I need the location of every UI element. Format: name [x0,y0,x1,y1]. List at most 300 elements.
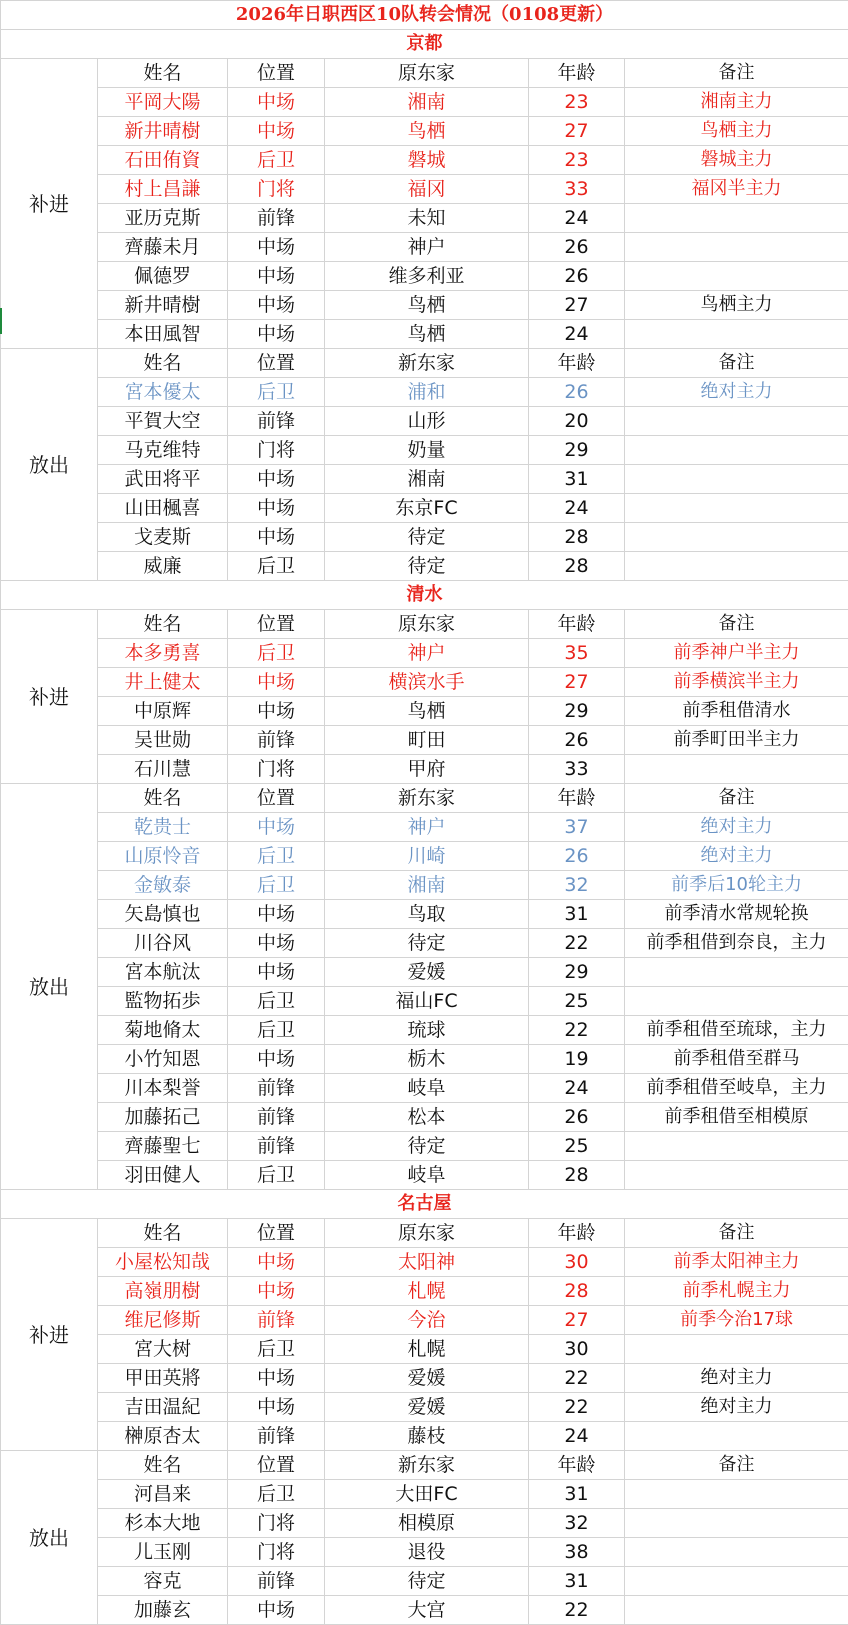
table-row [1,1422,848,1451]
table-row [1,1306,848,1335]
age-cell[interactable]: 29 [529,436,625,465]
note-cell[interactable]: 鸟栖主力 [625,117,848,146]
note-cell[interactable]: 绝对主力 [625,1393,848,1422]
note-cell[interactable]: 鸟栖主力 [625,291,848,320]
note-header[interactable]: 备注 [625,784,848,813]
age-cell[interactable]: 37 [529,813,625,842]
player-name-cell[interactable]: 小竹知恩 [98,1045,228,1074]
player-name-cell[interactable]: 宮大树 [98,1335,228,1364]
position-cell[interactable]: 中场 [228,291,325,320]
table-row [1,494,848,523]
position-cell[interactable]: 后卫 [228,1480,325,1509]
note-cell[interactable]: 前季太阳神主力 [625,1248,848,1277]
note-cell[interactable]: 绝对主力 [625,378,848,407]
note-cell[interactable] [625,233,848,262]
club-cell[interactable]: 松本 [325,1103,529,1132]
note-header[interactable]: 备注 [625,1451,848,1480]
note-header[interactable]: 备注 [625,349,848,378]
player-name-cell[interactable]: 武田将平 [98,465,228,494]
position-cell[interactable]: 中场 [228,262,325,291]
table-row [1,1567,848,1596]
player-name-cell[interactable]: 本多勇喜 [98,639,228,668]
club-cell[interactable]: 太阳神 [325,1248,529,1277]
team-header-row [1,30,848,59]
club-cell[interactable]: 岐阜 [325,1161,529,1190]
club-cell[interactable]: 爱媛 [325,1364,529,1393]
column-header-row [1,1451,848,1480]
position-cell[interactable]: 后卫 [228,552,325,581]
table-row [1,1045,848,1074]
section-label[interactable]: 放出 [1,784,98,1190]
note-cell[interactable] [625,407,848,436]
age-cell[interactable]: 24 [529,320,625,349]
age-cell[interactable]: 33 [529,755,625,784]
note-cell[interactable]: 前季租借至群马 [625,1045,848,1074]
position-cell[interactable]: 中场 [228,320,325,349]
club-cell[interactable]: 待定 [325,552,529,581]
club-cell[interactable]: 相模原 [325,1509,529,1538]
club-cell[interactable]: 鸟栖 [325,697,529,726]
age-cell[interactable]: 33 [529,175,625,204]
player-name-cell[interactable]: 金敏泰 [98,871,228,900]
player-name-cell[interactable]: 平岡大陽 [98,88,228,117]
age-cell[interactable]: 27 [529,117,625,146]
player-name-cell[interactable]: 川本梨誉 [98,1074,228,1103]
position-cell[interactable]: 后卫 [228,1335,325,1364]
age-cell[interactable]: 32 [529,1509,625,1538]
note-cell[interactable] [625,1422,848,1451]
team-name[interactable]: 京都 [1,30,848,59]
team-name[interactable]: 名古屋 [1,1190,848,1219]
note-cell[interactable] [625,465,848,494]
note-cell[interactable]: 磐城主力 [625,146,848,175]
club-header[interactable]: 新东家 [325,349,529,378]
club-cell[interactable]: 待定 [325,523,529,552]
column-header-row [1,1219,848,1248]
note-cell[interactable]: 前季租借至相模原 [625,1103,848,1132]
note-cell[interactable]: 前季札幌主力 [625,1277,848,1306]
player-name-cell[interactable]: 威廉 [98,552,228,581]
table-row [1,668,848,697]
section-label[interactable]: 放出 [1,349,98,581]
age-cell[interactable]: 31 [529,1480,625,1509]
player-name-cell[interactable]: 石川慧 [98,755,228,784]
age-cell[interactable]: 22 [529,1016,625,1045]
club-cell[interactable]: 未知 [325,204,529,233]
player-name-cell[interactable]: 高嶺朋樹 [98,1277,228,1306]
note-header[interactable]: 备注 [625,1219,848,1248]
club-cell[interactable]: 札幌 [325,1335,529,1364]
section-label[interactable]: 放出 [1,1451,98,1625]
age-cell[interactable]: 31 [529,465,625,494]
note-cell[interactable]: 绝对主力 [625,813,848,842]
age-cell[interactable]: 24 [529,1074,625,1103]
player-name-cell[interactable]: 山田楓喜 [98,494,228,523]
position-cell[interactable]: 后卫 [228,378,325,407]
table-row [1,1016,848,1045]
note-cell[interactable] [625,1567,848,1596]
position-cell[interactable]: 中场 [228,1364,325,1393]
age-cell[interactable]: 24 [529,494,625,523]
position-cell[interactable]: 中场 [228,1393,325,1422]
player-name-cell[interactable]: 新井晴樹 [98,117,228,146]
name-header[interactable]: 姓名 [98,1451,228,1480]
table-row [1,117,848,146]
position-cell[interactable]: 前锋 [228,1103,325,1132]
club-cell[interactable]: 神户 [325,813,529,842]
position-cell[interactable]: 中场 [228,697,325,726]
club-header[interactable]: 新东家 [325,1451,529,1480]
table-row [1,146,848,175]
age-cell[interactable]: 29 [529,958,625,987]
position-header[interactable]: 位置 [228,610,325,639]
club-cell[interactable]: 鸟取 [325,900,529,929]
club-cell[interactable]: 神户 [325,639,529,668]
table-row [1,958,848,987]
player-name-cell[interactable]: 榊原杏太 [98,1422,228,1451]
note-cell[interactable] [625,1335,848,1364]
player-name-cell[interactable]: 容克 [98,1567,228,1596]
player-name-cell[interactable]: 佩德罗 [98,262,228,291]
table-row [1,1596,848,1625]
position-cell[interactable]: 中场 [228,813,325,842]
age-cell[interactable]: 23 [529,146,625,175]
position-cell[interactable]: 中场 [228,1248,325,1277]
player-name-cell[interactable]: 亚历克斯 [98,204,228,233]
club-cell[interactable]: 湘南 [325,465,529,494]
age-cell[interactable]: 22 [529,1393,625,1422]
player-name-cell[interactable]: 矢島慎也 [98,900,228,929]
position-cell[interactable]: 后卫 [228,1016,325,1045]
club-header[interactable]: 原东家 [325,59,529,88]
player-name-cell[interactable]: 石田侑資 [98,146,228,175]
age-header[interactable]: 年龄 [529,59,625,88]
table-row [1,900,848,929]
section-label[interactable]: 补进 [1,1219,98,1451]
age-cell[interactable]: 30 [529,1335,625,1364]
note-cell[interactable]: 前季租借至琉球，主力 [625,1016,848,1045]
club-cell[interactable]: 福山FC [325,987,529,1016]
club-cell[interactable]: 今治 [325,1306,529,1335]
note-cell[interactable] [625,987,848,1016]
club-cell[interactable]: 浦和 [325,378,529,407]
note-cell[interactable]: 前季今治17球 [625,1306,848,1335]
club-cell[interactable]: 维多利亚 [325,262,529,291]
position-cell[interactable]: 后卫 [228,1161,325,1190]
position-cell[interactable]: 中场 [228,117,325,146]
player-name-cell[interactable]: 齊藤聖七 [98,1132,228,1161]
table-row [1,1103,848,1132]
table-row [1,233,848,262]
position-cell[interactable]: 后卫 [228,871,325,900]
club-cell[interactable]: 神户 [325,233,529,262]
position-cell[interactable]: 门将 [228,755,325,784]
position-header[interactable]: 位置 [228,1451,325,1480]
position-cell[interactable]: 中场 [228,1277,325,1306]
player-name-cell[interactable]: 宮本優太 [98,378,228,407]
position-cell[interactable]: 前锋 [228,1306,325,1335]
table-row [1,755,848,784]
position-cell[interactable]: 门将 [228,1509,325,1538]
club-cell[interactable]: 鸟栖 [325,291,529,320]
age-cell[interactable]: 24 [529,204,625,233]
table-row [1,1132,848,1161]
note-cell[interactable] [625,523,848,552]
player-name-cell[interactable]: 乾贵士 [98,813,228,842]
player-name-cell[interactable]: 菊地脩太 [98,1016,228,1045]
club-cell[interactable]: 鸟栖 [325,117,529,146]
player-name-cell[interactable]: 宮本航汰 [98,958,228,987]
club-header[interactable]: 新东家 [325,784,529,813]
age-cell[interactable]: 22 [529,1596,625,1625]
position-cell[interactable]: 中场 [228,929,325,958]
note-cell[interactable] [625,1509,848,1538]
club-header[interactable]: 原东家 [325,1219,529,1248]
player-name-cell[interactable]: 平賀大空 [98,407,228,436]
position-cell[interactable]: 中场 [228,523,325,552]
club-cell[interactable]: 札幌 [325,1277,529,1306]
position-cell[interactable]: 中场 [228,494,325,523]
team-header-row [1,581,848,610]
club-cell[interactable]: 磐城 [325,146,529,175]
note-cell[interactable]: 前季租借到奈良，主力 [625,929,848,958]
table-row [1,1538,848,1567]
note-cell[interactable] [625,436,848,465]
position-cell[interactable]: 门将 [228,1538,325,1567]
position-header[interactable]: 位置 [228,1219,325,1248]
player-name-cell[interactable]: 齊藤未月 [98,233,228,262]
club-cell[interactable]: 栃木 [325,1045,529,1074]
player-name-cell[interactable]: 马克维特 [98,436,228,465]
note-cell[interactable] [625,204,848,233]
table-row [1,1509,848,1538]
club-cell[interactable]: 待定 [325,1567,529,1596]
note-cell[interactable]: 前季租借至岐阜，主力 [625,1074,848,1103]
column-header-row [1,59,848,88]
table-row [1,465,848,494]
player-name-cell[interactable]: 中原辉 [98,697,228,726]
note-cell[interactable] [625,320,848,349]
age-cell[interactable]: 27 [529,1306,625,1335]
position-cell[interactable]: 中场 [228,465,325,494]
table-row [1,88,848,117]
club-cell[interactable]: 湘南 [325,871,529,900]
age-cell[interactable]: 38 [529,1538,625,1567]
player-name-cell[interactable]: 戈麦斯 [98,523,228,552]
note-cell[interactable] [625,494,848,523]
note-cell[interactable]: 湘南主力 [625,88,848,117]
player-name-cell[interactable]: 吉田温紀 [98,1393,228,1422]
club-cell[interactable]: 爱媛 [325,1393,529,1422]
note-cell[interactable] [625,755,848,784]
position-cell[interactable]: 前锋 [228,204,325,233]
position-cell[interactable]: 前锋 [228,1422,325,1451]
position-cell[interactable]: 后卫 [228,842,325,871]
player-name-cell[interactable]: 本田風智 [98,320,228,349]
position-header[interactable]: 位置 [228,784,325,813]
note-header[interactable]: 备注 [625,610,848,639]
position-cell[interactable]: 后卫 [228,146,325,175]
club-cell[interactable]: 湘南 [325,88,529,117]
note-cell[interactable]: 绝对主力 [625,1364,848,1393]
position-cell[interactable]: 后卫 [228,987,325,1016]
club-cell[interactable]: 福冈 [325,175,529,204]
club-cell[interactable]: 琉球 [325,1016,529,1045]
player-name-cell[interactable]: 甲田英將 [98,1364,228,1393]
table-row [1,204,848,233]
player-name-cell[interactable]: 監物拓歩 [98,987,228,1016]
club-cell[interactable]: 岐阜 [325,1074,529,1103]
age-cell[interactable]: 20 [529,407,625,436]
name-header[interactable]: 姓名 [98,1219,228,1248]
position-cell[interactable]: 前锋 [228,407,325,436]
position-cell[interactable]: 中场 [228,1045,325,1074]
club-cell[interactable]: 退役 [325,1538,529,1567]
section-label[interactable]: 补进 [1,610,98,784]
name-header[interactable]: 姓名 [98,349,228,378]
note-cell[interactable] [625,1132,848,1161]
table-row [1,552,848,581]
position-cell[interactable]: 前锋 [228,726,325,755]
club-header[interactable]: 原东家 [325,610,529,639]
note-cell[interactable]: 前季租借清水 [625,697,848,726]
note-cell[interactable]: 前季町田半主力 [625,726,848,755]
note-cell[interactable] [625,958,848,987]
team-name[interactable]: 清水 [1,581,848,610]
player-name-cell[interactable]: 吴世勋 [98,726,228,755]
player-name-cell[interactable]: 川谷风 [98,929,228,958]
player-name-cell[interactable]: 维尼修斯 [98,1306,228,1335]
position-cell[interactable]: 中场 [228,1596,325,1625]
note-header[interactable]: 备注 [625,59,848,88]
club-cell[interactable]: 横滨水手 [325,668,529,697]
player-name-cell[interactable]: 小屋松知哉 [98,1248,228,1277]
age-header[interactable]: 年龄 [529,349,625,378]
note-cell[interactable] [625,1538,848,1567]
position-cell[interactable]: 中场 [228,233,325,262]
club-cell[interactable]: 奶量 [325,436,529,465]
age-cell[interactable]: 22 [529,929,625,958]
position-cell[interactable]: 后卫 [228,639,325,668]
club-cell[interactable]: 鸟栖 [325,320,529,349]
team-header-row [1,1190,848,1219]
age-cell[interactable]: 26 [529,842,625,871]
player-name-cell[interactable]: 羽田健人 [98,1161,228,1190]
club-cell[interactable]: 待定 [325,929,529,958]
position-cell[interactable]: 中场 [228,900,325,929]
age-cell[interactable]: 26 [529,726,625,755]
position-cell[interactable]: 门将 [228,175,325,204]
club-cell[interactable]: 大田FC [325,1480,529,1509]
name-header[interactable]: 姓名 [98,59,228,88]
club-cell[interactable]: 甲府 [325,755,529,784]
club-cell[interactable]: 藤枝 [325,1422,529,1451]
age-cell[interactable]: 19 [529,1045,625,1074]
club-cell[interactable]: 待定 [325,1132,529,1161]
position-cell[interactable]: 中场 [228,668,325,697]
age-cell[interactable]: 25 [529,1132,625,1161]
note-cell[interactable] [625,1161,848,1190]
name-header[interactable]: 姓名 [98,784,228,813]
player-name-cell[interactable]: 加藤玄 [98,1596,228,1625]
age-cell[interactable]: 35 [529,639,625,668]
age-cell[interactable]: 25 [529,987,625,1016]
club-cell[interactable]: 町田 [325,726,529,755]
player-name-cell[interactable]: 杉本大地 [98,1509,228,1538]
club-cell[interactable]: 大宫 [325,1596,529,1625]
name-header[interactable]: 姓名 [98,610,228,639]
position-cell[interactable]: 中场 [228,88,325,117]
note-cell[interactable] [625,1596,848,1625]
note-cell[interactable] [625,552,848,581]
age-header[interactable]: 年龄 [529,610,625,639]
age-header[interactable]: 年龄 [529,1219,625,1248]
note-cell[interactable]: 前季后10轮主力 [625,871,848,900]
note-cell[interactable]: 福冈半主力 [625,175,848,204]
age-cell[interactable]: 24 [529,1422,625,1451]
player-name-cell[interactable]: 加藤拓己 [98,1103,228,1132]
table-row [1,639,848,668]
note-cell[interactable] [625,1480,848,1509]
club-cell[interactable]: 东京FC [325,494,529,523]
age-cell[interactable]: 28 [529,523,625,552]
age-cell[interactable]: 30 [529,1248,625,1277]
position-cell[interactable]: 前锋 [228,1567,325,1596]
position-cell[interactable]: 中场 [228,958,325,987]
age-cell[interactable]: 22 [529,1364,625,1393]
club-cell[interactable]: 川崎 [325,842,529,871]
section-label[interactable]: 补进 [1,59,98,349]
cell-cursor-marker [0,308,2,334]
age-cell[interactable]: 26 [529,1103,625,1132]
player-name-cell[interactable]: 儿玉刚 [98,1538,228,1567]
age-cell[interactable]: 28 [529,1161,625,1190]
age-cell[interactable]: 28 [529,1277,625,1306]
player-name-cell[interactable]: 井上健太 [98,668,228,697]
age-cell[interactable]: 31 [529,900,625,929]
age-cell[interactable]: 32 [529,871,625,900]
club-cell[interactable]: 山形 [325,407,529,436]
note-cell[interactable]: 前季横滨半主力 [625,668,848,697]
position-cell[interactable]: 门将 [228,436,325,465]
note-cell[interactable]: 绝对主力 [625,842,848,871]
age-header[interactable]: 年龄 [529,784,625,813]
player-name-cell[interactable]: 河昌来 [98,1480,228,1509]
age-cell[interactable]: 27 [529,668,625,697]
sheet-title: 2026年日职西区10队转会情况（0108更新） [1,1,848,30]
age-cell[interactable]: 27 [529,291,625,320]
age-cell[interactable]: 28 [529,552,625,581]
club-cell[interactable]: 爱媛 [325,958,529,987]
note-cell[interactable]: 前季神户半主力 [625,639,848,668]
age-header[interactable]: 年龄 [529,1451,625,1480]
age-cell[interactable]: 23 [529,88,625,117]
player-name-cell[interactable]: 村上昌謙 [98,175,228,204]
position-cell[interactable]: 前锋 [228,1132,325,1161]
player-name-cell[interactable]: 新井晴樹 [98,291,228,320]
age-cell[interactable]: 26 [529,262,625,291]
age-cell[interactable]: 31 [529,1567,625,1596]
age-cell[interactable]: 26 [529,233,625,262]
position-cell[interactable]: 前锋 [228,1074,325,1103]
position-header[interactable]: 位置 [228,59,325,88]
note-cell[interactable] [625,262,848,291]
position-header[interactable]: 位置 [228,349,325,378]
note-cell[interactable]: 前季清水常规轮换 [625,900,848,929]
age-cell[interactable]: 26 [529,378,625,407]
player-name-cell[interactable]: 山原怜音 [98,842,228,871]
age-cell[interactable]: 29 [529,697,625,726]
